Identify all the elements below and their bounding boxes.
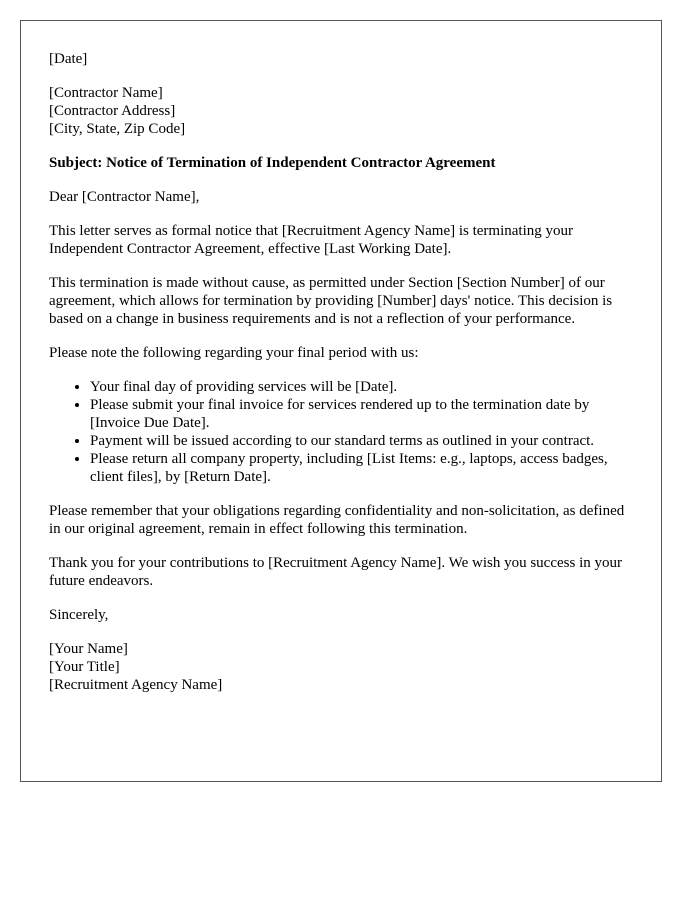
list-item: • Your final day of providing services will be [Date]. (90, 378, 633, 396)
signature-title: [Your Title] (49, 659, 120, 675)
closing: Sincerely, (49, 607, 109, 623)
subject-line: Subject: Notice of Termination of Independent Contractor Agreement (49, 155, 496, 171)
final-period-list (49, 378, 633, 486)
letter-page (20, 20, 662, 782)
salutation: Dear [Contractor Name], (49, 189, 200, 205)
signature-name: [Your Name] (49, 641, 128, 657)
signature-agency: [Recruitment Agency Name] (49, 677, 223, 693)
recipient-name: [Contractor Name] (49, 85, 163, 101)
paragraph-thanks: Thank you for your contributions to [Recruitment Agency Name]. We wish you success in your future endeavors. (49, 555, 622, 589)
recipient-address: [Contractor Address] (49, 103, 176, 119)
paragraph-reason: This termination is made without cause, as permitted under Section [Section Number] of our agreement, which allows for termination by providing [Number] days' notice. This decision is based on a change in business requirements and is not a reflection of your performance. (49, 275, 613, 327)
paragraph-obligations: Please remember that your obligations regarding confidentiality and non-solicitation, as defined in our original agreement, remain in effect following this termination. (49, 503, 625, 537)
list-item: • Please submit your final invoice for services rendered up to the termination date by [Invoice Due Date]. (90, 396, 633, 432)
list-item: • Payment will be issued according to our standard terms as outlined in your contract. (90, 432, 633, 450)
list-item: • Please return all company property, including [List Items: e.g., laptops, access badges, client files], by [Return Date]. (90, 450, 633, 486)
list-intro: Please note the following regarding your final period with us: (49, 345, 419, 361)
signature-block (49, 640, 633, 694)
recipient-block (49, 84, 633, 138)
paragraph-notice: This letter serves as formal notice that [Recruitment Agency Name] is terminating your Independent Contractor Agreement, effective [Last Working Date]. (49, 223, 574, 257)
recipient-city-state-zip: [City, State, Zip Code] (49, 121, 186, 137)
letter-date: [Date] (49, 51, 88, 67)
